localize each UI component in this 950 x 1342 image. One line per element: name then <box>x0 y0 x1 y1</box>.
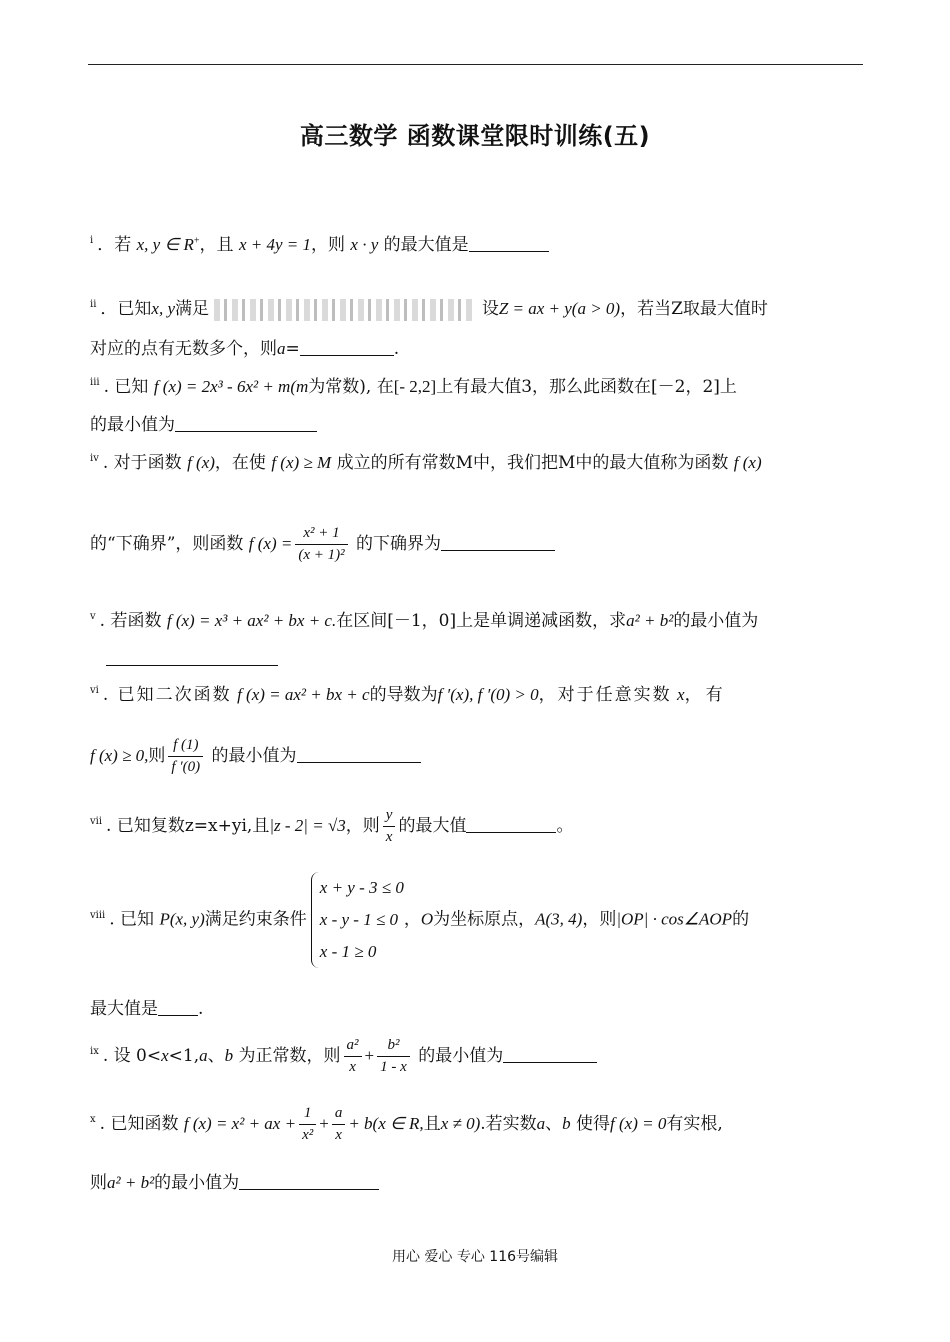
page-footer: 用心 爱心 专心 116号编辑 <box>391 1249 559 1265</box>
question-number: iii <box>90 377 100 389</box>
question-6-line-2: f (x) ≥ 0,则 $\frac{f (1)}{f '(0)}$ 的最小值为 <box>90 736 421 777</box>
question-6: $^{vi}$ . 已知二次函数 f (x) = ax² + bx + c的导数为f ′(x), f ′(0) > 0，对于任意实数 x，有 <box>90 685 727 705</box>
question-5: $^v$ . 若函数 f (x) = x³ + ax² + bx + c.在区间[－1，0]上是单调递减函数，求a² + b²的最小值为 <box>90 611 759 631</box>
fraction: $\frac{\text{a²}}{x}$ <box>344 1036 362 1077</box>
answer-blank <box>297 745 421 763</box>
question-number: i <box>90 235 94 247</box>
question-number: ix <box>90 1046 99 1058</box>
fraction: $\frac{a}{x}$ <box>332 1104 346 1145</box>
question-number: v <box>90 611 96 623</box>
question-8-line-2: 最大值是 . <box>90 999 204 1019</box>
question-10-line-2: 则a² + b²的最小值为 <box>90 1172 379 1194</box>
fraction: $\frac{f (1)}{f '(0)}$ <box>168 736 203 777</box>
header-rule <box>88 64 863 65</box>
constraint-system: x + y - 3 ≤ 0 x - y - 1 ≤ 0 x - 1 ≥ 0 <box>311 872 404 968</box>
question-1: $^i$ ．若 x, y ∈ R+，且 x + 4y = 1，则 x · y 的最大值是 <box>90 234 549 256</box>
question-3: $^{iii}$ . 已知 f (x) = 2x³ - 6x² + m(m为常数), 在[- 2,2]上有最大值3，那么此函数在[－2，2]上 <box>90 377 737 397</box>
answer-blank <box>503 1045 597 1063</box>
question-2: $^{ii}$ ．已知x, y满足 设Z = ax + y(a > 0)，若当Z取最大值时 <box>90 299 768 319</box>
answer-blank <box>239 1172 379 1190</box>
question-3-line-2: 的最小值为 <box>90 414 317 436</box>
answer-blank <box>158 998 198 1016</box>
question-4: $^{iv}$ . 对于函数 f (x)，在使 f (x) ≥ M 成立的所有常数M中，我们把M中的最大值称为函数 f (x) <box>90 453 762 473</box>
answer-blank <box>466 815 556 833</box>
answer-blank <box>441 533 555 551</box>
question-number: x <box>90 1114 96 1126</box>
answer-blank <box>469 234 549 252</box>
question-9: $^{ix}$ . 设 0<x<1,a、b 为正常数，则 $\frac{\text{a²}}{x}$ + $\frac{\text{b²}}{1 - x}$ 的最小值为 <box>90 1036 597 1077</box>
question-5-line-2 <box>106 648 278 670</box>
question-4-line-2: 的“下确界”，则函数 f (x) = $\frac{\text{x² + 1}}{\text{(x + 1)²}}$ 的下确界为 <box>90 524 555 565</box>
answer-blank <box>175 414 317 432</box>
question-number: iv <box>90 453 99 465</box>
question-number: ii <box>90 299 97 311</box>
fraction: $\frac{\text{b²}}{1 - x}$ <box>377 1036 410 1077</box>
page-title: 高三数学 函数课堂限时训练(五) <box>299 122 651 150</box>
question-number: viii <box>90 909 106 921</box>
question-10: $^x$ . 已知函数 f (x) = x² + ax + $\frac{1}{\text{x²}}$ + $\frac{a}{x}$ + b(x ∈ R,且x ≠ 0).若实数a、b 使得f (x) = 0有实根, <box>90 1105 723 1143</box>
fraction: $\frac{y}{x}$ <box>383 806 396 847</box>
blurred-constraint-image <box>214 299 476 321</box>
question-7: $^{vii}$ . 已知复数z=x+yi,且|z - 2| = √3，则 $\frac{y}{x}$ 的最大值 。 <box>90 807 574 845</box>
question-number: vii <box>90 816 103 828</box>
question-number: vi <box>90 685 99 697</box>
answer-blank <box>106 648 278 666</box>
fraction: $\frac{\text{x² + 1}}{\text{(x + 1)²}}$ <box>295 524 347 565</box>
fraction: $\frac{1}{\text{x²}}$ <box>299 1104 316 1145</box>
question-8: $^{viii}$ . 已知 P(x, y)满足约束条件 x + y - 3 ≤ 0 x - y - 1 ≤ 0 x - 1 ≥ 0 ，O为坐标原点，A(3, 4)，则|OP| · cos∠AOP的 <box>90 872 749 968</box>
answer-blank <box>300 338 394 356</box>
question-2-line-2: 对应的点有无数多个，则a= . <box>90 339 400 359</box>
